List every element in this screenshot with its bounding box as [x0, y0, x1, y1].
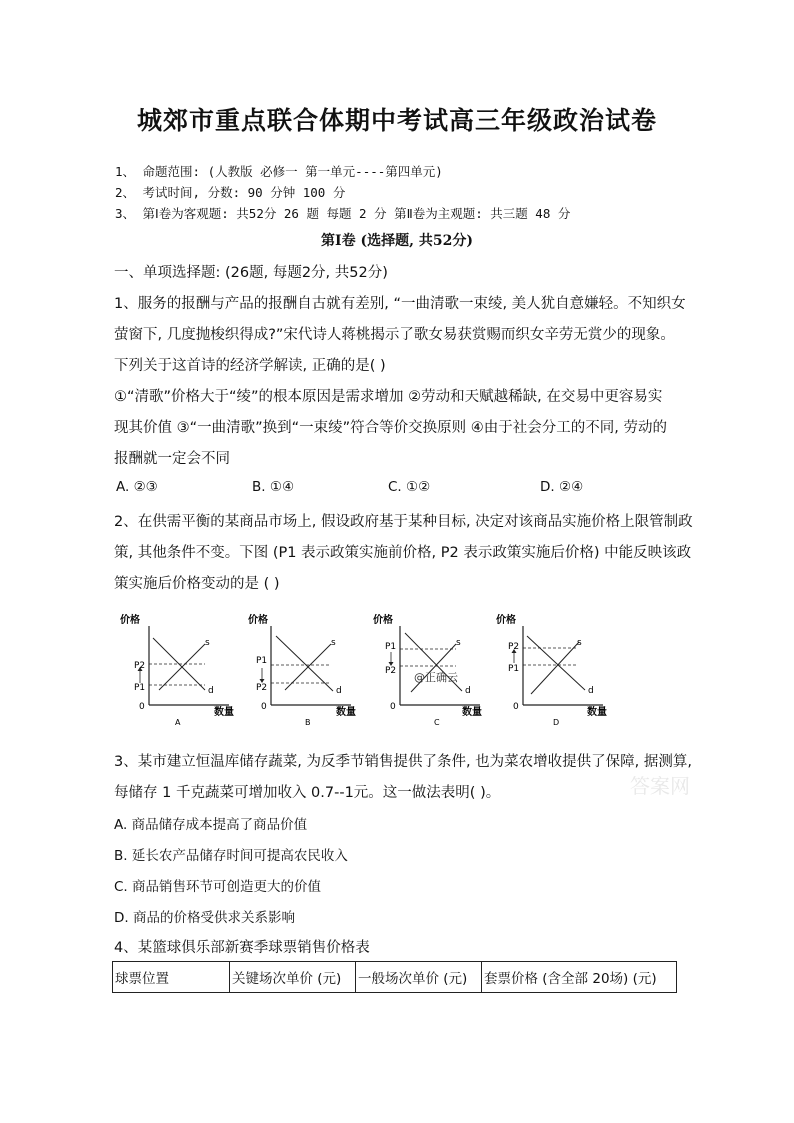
q2-line: 策实施后价格变动的是 ( )	[114, 576, 280, 592]
q3-option-b: B. 延长农产品储存时间可提高农民收入	[114, 848, 348, 864]
q4-heading: 4、某篮球俱乐部新赛季球票销售价格表	[114, 940, 370, 956]
upper-price-label: P1	[385, 642, 397, 652]
demand-label: d	[588, 686, 594, 696]
exam-info-structure: 3、 第Ⅰ卷为客观题: 共52分 26 题 每题 2 分 第Ⅱ卷为主观题: 共三题 48 分	[115, 206, 571, 221]
upper-price-label: P2	[134, 661, 146, 671]
faint-watermark: 答案网	[630, 774, 690, 798]
supply-label: s	[456, 638, 461, 648]
q1-line: 下列关于这首诗的经济学解读, 正确的是( )	[114, 358, 386, 374]
quantity-axis-label: 数量	[214, 707, 234, 718]
demand-label: d	[208, 686, 214, 696]
page-title: 城郊市重点联合体期中考试高三年级政治试卷	[136, 106, 657, 135]
price-axis-label: 价格	[120, 615, 140, 626]
q1-line: 报酬就一定会不同	[114, 451, 230, 467]
q3-option-c: C. 商品销售环节可创造更大的价值	[114, 879, 322, 895]
upper-price-label: P2	[508, 642, 520, 652]
table-header-cell: 一般场次单价 (元)	[356, 962, 482, 993]
price-axis-label: 价格	[248, 615, 268, 626]
graph-letter: C	[434, 718, 440, 727]
lower-price-label: P2	[256, 683, 268, 693]
table-header-cell: 套票价格 (含全部 20场) (元)	[482, 962, 677, 993]
q3-option-d: D. 商品的价格受供求关系影响	[114, 910, 295, 926]
q3-line: 每储存 1 千克蔬菜可增加收入 0.7--1元。这一做法表明( )。	[114, 785, 501, 801]
graph-letter: B	[305, 718, 311, 727]
lower-price-label: P1	[134, 683, 146, 693]
q3-line: 3、某市建立恒温库储存蔬菜, 为反季节销售提供了条件, 也为菜农增收提供了保障, 据测算,	[114, 754, 692, 770]
q1-line: 现其价值 ③“一曲清歌”换到“一束绫”符合等价交换原则 ④由于社会分工的不同, 劳动的	[114, 420, 667, 436]
lower-price-label: P2	[385, 666, 397, 676]
q1-option-d: D. ②④	[540, 479, 584, 495]
q3-option-a: A. 商品储存成本提高了商品价值	[114, 817, 308, 833]
supply-label: s	[205, 638, 210, 648]
q2-line: 策, 其他条件不变。下图 (P1 表示政策实施前价格, P2 表示政策实施后价格) 中能反映该政	[114, 545, 692, 561]
q1-option-b: B. ①④	[252, 479, 295, 495]
lower-price-label: P1	[508, 664, 520, 674]
part-heading: 一、单项选择题: (26题, 每题2分, 共52分)	[114, 265, 388, 281]
supply-label: s	[331, 638, 336, 648]
exam-info-scope: 1、 命题范围: (人教版 必修一 第一单元----第四单元)	[115, 164, 443, 179]
graph-a	[117, 608, 237, 733]
q1-option-a: A. ②③	[116, 479, 158, 495]
graph-b	[245, 608, 365, 733]
exam-info-time: 2、 考试时间, 分数: 90 分钟 100 分	[115, 185, 346, 200]
table-header-cell: 球票位置	[113, 962, 230, 993]
price-axis-label: 价格	[496, 615, 516, 626]
q1-line: ①“清歌”价格大于“绫”的根本原因是需求增加 ②劳动和天赋越稀缺, 在交易中更容易实	[114, 389, 663, 405]
q1-line: 1、服务的报酬与产品的报酬自古就有差别, “一曲清歌一束绫, 美人犹自意嫌轻。不知织女	[114, 296, 686, 312]
upper-price-label: P1	[256, 656, 268, 666]
graph-letter: D	[553, 718, 560, 727]
q1-option-c: C. ①②	[388, 479, 431, 495]
graph-d	[493, 608, 613, 733]
origin-label: 0	[513, 702, 519, 712]
graph-letter: A	[175, 718, 181, 727]
origin-label: 0	[390, 702, 396, 712]
section-title: 第Ⅰ卷 (选择题, 共52分)	[321, 233, 473, 249]
demand-label: d	[336, 686, 342, 696]
q1-line: 萤窗下, 几度抛梭织得成?”宋代诗人蒋桃揭示了歌女易获赏赐而织女辛劳无赏少的现象。	[114, 327, 675, 343]
quantity-axis-label: 数量	[462, 707, 482, 718]
q2-line: 2、在供需平衡的某商品市场上, 假设政府基于某种目标, 决定对该商品实施价格上限管制政	[114, 514, 693, 530]
ticket-price-table	[112, 961, 677, 993]
quantity-axis-label: 数量	[336, 707, 356, 718]
origin-label: 0	[139, 702, 145, 712]
table-header-cell: 关键场次单价 (元)	[230, 962, 356, 993]
table-header-row	[113, 962, 677, 993]
origin-label: 0	[261, 702, 267, 712]
supply-label: s	[577, 638, 582, 648]
price-axis-label: 价格	[373, 615, 393, 626]
watermark-text: @正确云	[414, 671, 458, 684]
demand-label: d	[465, 686, 471, 696]
quantity-axis-label: 数量	[587, 707, 607, 718]
